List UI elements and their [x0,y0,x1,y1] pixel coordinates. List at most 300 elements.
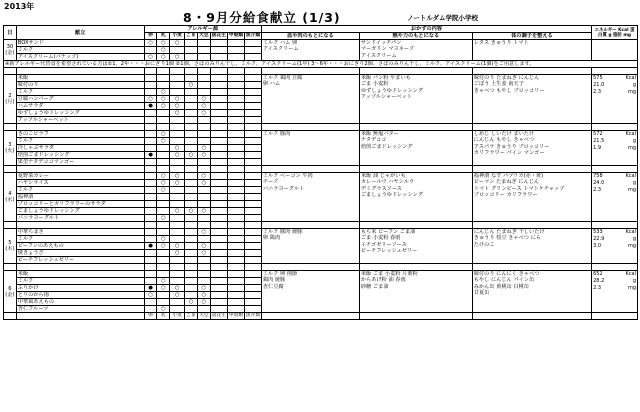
allergen-mark [227,187,244,194]
allergen-mark [144,229,157,236]
allergen-mark [244,180,261,187]
allergen-mark: ○ [170,243,185,250]
nutrition-kcal: 575 [593,75,603,81]
allergen-mark: ○ [185,82,198,89]
allergen-mark [227,306,244,313]
nutrition-kcal: 533 [593,229,603,235]
allergen-mark [244,82,261,89]
allergen-mark [244,40,261,47]
allergen-mark [227,75,244,82]
allergen-mark [244,96,261,103]
day-date: 2 [8,93,12,99]
allergen-mark [244,131,261,138]
allergen-mark: ○ [157,96,170,103]
allergen-mark [185,75,198,82]
allergen-mark [197,271,210,278]
allergen-mark [197,236,210,243]
allergen-mark [227,271,244,278]
note-row [4,61,638,68]
allergen-mark [244,229,261,236]
allergen-mark [244,173,261,180]
separator-cell [4,166,17,173]
allergen-mark [227,82,244,89]
allergen-mark [210,110,227,117]
allergen-mark: ○ [157,285,170,292]
allergen-mark: ○ [185,299,198,306]
allergen-mark [210,89,227,96]
allergen-mark [227,159,244,166]
allergen-mark [244,187,261,194]
allergen-mark [185,236,198,243]
menu-item: 焼きょうざ [16,250,144,257]
day-weekday: (金) [5,50,15,56]
allergen-mark [144,89,157,96]
separator-cell [244,124,261,131]
allergen-mark [144,257,157,264]
allergen-mark [185,292,198,299]
allergen-mark [185,250,198,257]
allergen-mark [244,292,261,299]
day-cell [4,40,17,61]
menu-item: きのこピラフ [16,131,144,138]
food-green: レタス きゅうり トマト [472,40,591,61]
day-weekday: (金) [5,291,15,298]
allergen-mark [170,257,185,264]
allergen-mark [170,89,185,96]
allergen-mark [170,299,185,306]
allergen-mark [157,299,170,306]
allergen-mark: ○ [185,152,198,159]
allergen-footer-6: 甲殻類 [228,313,244,318]
food-yellow: 米飯 無塩バター ナタデココ 焙煎ごまドレッシング [359,131,472,166]
allergen-footer-5: 落花生 [211,313,227,318]
nutrition-unit-kcal: Kcal [625,173,636,179]
allergen-mark [144,117,157,124]
separator-cell [592,166,638,173]
allergen-mark: ○ [197,103,210,110]
allergen-mark [210,243,227,250]
nutrition-cell [592,131,638,166]
table-row [4,75,638,82]
menu-item: ふりかけ [16,285,144,292]
allergen-mark [227,54,244,61]
nutrition-p: 22.9 [593,235,605,242]
day-cell [4,173,17,222]
allergen-footer-2: 小麦 [170,313,185,320]
food-green: にんじん たまねぎ 干しいたけ きゅうり 枝豆 きゃべつ にら たけのこ [472,229,591,264]
allergen-mark [210,236,227,243]
allergen-mark [185,117,198,124]
allergen-mark [197,278,210,285]
allergen-mark [210,299,227,306]
allergen-mark [244,138,261,145]
nutrition-unit-f: mg [627,144,636,151]
allergen-mark: ○ [170,152,185,159]
allergen-mark: ○ [197,180,210,187]
allergen-header-2: 小麦 [170,33,185,40]
allergen-mark [170,194,185,201]
allergen-mark: ○ [144,40,157,47]
allergen-mark [144,131,157,138]
header-red: 血や肉のもとになる [261,33,359,40]
nutrition-unit-kcal: Kcal [625,229,636,235]
separator-cell [227,222,244,229]
allergen-mark [197,201,210,208]
food-green: 味付のり たまねぎ にんじん ごぼう 土生姜 南天子 きゃべつ もやし ブロッコリー [472,75,591,124]
allergen-mark [210,82,227,89]
separator-cell [170,68,185,75]
allergen-mark [244,47,261,54]
allergen-mark: ○ [197,96,210,103]
allergen-mark [227,117,244,124]
allergen-mark [197,187,210,194]
allergen-mark [197,194,210,201]
allergen-mark [227,145,244,152]
allergen-mark [197,40,210,47]
table-row [4,229,638,236]
menu-item: 夏野菜カレー [16,173,144,180]
food-yellow: もち米 ビーフン ごま油 ごま 小麦粉 春雨 イチゴゼリーソース ピーチフレッシュゼリー [359,229,472,264]
allergen-mark: ○ [185,208,198,215]
allergen-mark [185,285,198,292]
allergen-mark [227,243,244,250]
allergen-header-1: 乳 [157,33,170,40]
allergen-mark [185,194,198,201]
separator-cell [592,264,638,271]
separator-cell [16,222,144,229]
menu-item: ミルク [16,138,144,145]
allergen-mark [144,201,157,208]
nutrition-unit-f: mg [627,88,636,95]
header-day: 日 [4,26,17,40]
allergen-mark [210,257,227,264]
allergen-mark [185,89,198,96]
allergen-mark [170,187,185,194]
allergen-mark [157,110,170,117]
allergen-mark [210,278,227,285]
day-cell [4,75,17,124]
allergen-mark: ● [144,103,157,110]
food-green: 味付のり にんにく きゃべつ もやし にんじん パイン缶 みかん缶 黄桃缶 白桃缶 甘夏缶 [472,271,591,313]
nutrition-unit-f: mg [627,186,636,193]
allergen-mark [170,236,185,243]
separator-row [4,166,638,173]
allergen-mark: ○ [197,152,210,159]
food-red: ミルク 鶏肉 豆腐 卵 ハム [261,75,359,124]
separator-cell [157,222,170,229]
allergen-mark [244,194,261,201]
nutrition-unit-p: g [632,179,636,186]
allergen-mark [170,131,185,138]
allergen-mark [185,159,198,166]
separator-cell [261,264,359,271]
nutrition-unit-kcal: Kcal [625,75,636,81]
allergen-mark [170,229,185,236]
nutrition-cell [592,40,638,61]
food-red: ミルク ハム 卵 アイスクリーム [261,40,359,61]
separator-cell [157,166,170,173]
allergen-mark [157,201,170,208]
separator-cell [210,68,227,75]
allergen-mark [210,292,227,299]
allergen-mark: ○ [157,180,170,187]
allergen-mark [210,229,227,236]
separator-cell [227,264,244,271]
allergen-mark [227,285,244,292]
separator-cell [16,264,144,271]
allergen-mark [197,54,210,61]
allergen-mark [244,236,261,243]
separator-cell [4,124,17,131]
separator-cell [359,166,472,173]
allergen-mark [244,278,261,285]
allergen-mark: ● [144,243,157,250]
separator-cell [359,124,472,131]
allergen-mark [227,299,244,306]
allergen-mark [227,103,244,110]
allergen-mark [227,194,244,201]
nutrition-p: 21.5 [593,137,605,144]
menu-item: ハムサラダ [16,103,144,110]
allergen-mark [144,145,157,152]
school-name: ノートルダム学院小学校 [407,14,479,22]
nutrition-kcal: 758 [593,173,603,179]
allergen-mark [157,159,170,166]
food-red: ミルク ベーコン 牛肉 チーズ バニラヨーグルト [261,173,359,222]
allergen-mark [170,306,185,313]
allergen-footer-1: 乳 [157,313,170,320]
separator-cell [170,124,185,131]
allergen-mark: ○ [157,278,170,285]
allergen-mark [185,96,198,103]
food-yellow: 米飯 パン粉 やまいも ごま 小麦粉 ゆずしょうゆドレッシング アップルシャーベット [359,75,472,124]
allergen-mark [185,278,198,285]
allergen-mark [227,208,244,215]
separator-cell [185,124,198,131]
allergen-mark [144,82,157,89]
separator-cell [197,264,210,271]
allergen-mark [244,110,261,117]
allergen-mark [144,215,157,222]
allergen-mark [227,215,244,222]
nutrition-unit-p: g [632,277,636,284]
day-cell [4,271,17,313]
separator-cell [244,166,261,173]
allergen-mark [185,306,198,313]
allergen-mark: ○ [157,306,170,313]
allergen-header-3: ごま [186,33,196,38]
header-energy: エネルギー Kcal 蛋白質 g 脂肪 mg [592,26,638,40]
menu-item: 杏仁フルーツ [16,306,144,313]
separator-cell [261,68,359,75]
separator-cell [197,222,210,229]
separator-cell [144,166,157,173]
allergen-mark [210,145,227,152]
nutrition-unit-f: mg [627,242,636,249]
allergen-mark: ○ [144,292,157,299]
allergen-mark [185,201,198,208]
menu-item: 米飯 [16,271,144,278]
food-yellow: サンドイッチパン マーガリン マヨネーズ アイスクリーム [359,40,472,61]
allergen-mark [227,292,244,299]
allergen-mark [244,243,261,250]
separator-row [4,124,638,131]
allergen-mark [144,159,157,166]
allergen-mark [244,306,261,313]
separator-cell [359,68,472,75]
menu-item: ピーチフレッシュゼリー [16,257,144,264]
allergen-mark [144,271,157,278]
allergen-mark [244,257,261,264]
allergen-header-7: 魚介類 [245,33,261,38]
allergen-mark: ● [144,285,157,292]
allergen-mark: ○ [170,180,185,187]
allergen-footer-0: 卵 [144,313,157,320]
nutrition-f: 2.3 [593,186,602,193]
day-weekday: (月) [5,99,15,105]
allergen-mark [244,75,261,82]
allergen-mark [144,250,157,257]
allergen-mark [197,306,210,313]
allergen-mark [227,201,244,208]
separator-cell [472,124,591,131]
nutrition-unit-f: mg [627,284,636,291]
food-red: ミルク 卵 削節 鶏肉 焼豚 杏仁豆腐 [261,271,359,313]
allergen-mark [144,278,157,285]
allergen-mark [244,201,261,208]
allergen-mark [210,271,227,278]
allergen-mark [197,75,210,82]
separator-cell [359,222,472,229]
header-menu: 献立 [16,26,144,40]
menu-item: 果型ナタデココマンゴー [16,159,144,166]
allergen-mark: ○ [157,103,170,110]
allergen-mark [210,117,227,124]
separator-cell [197,124,210,131]
menu-item: ミルク [16,236,144,243]
nutrition-p: 24.0 [593,179,605,186]
allergen-mark [227,131,244,138]
separator-cell [185,264,198,271]
allergen-mark [157,229,170,236]
allergen-mark: ● [144,152,157,159]
separator-cell [244,222,261,229]
allergen-mark [185,103,198,110]
food-yellow: 米飯 油 じゃがいも カレールウ ハヤシルウ デミグラスソース ごましょうゆドレッシング [359,173,472,222]
allergen-mark [170,138,185,145]
separator-row [4,222,638,229]
allergen-mark [185,229,198,236]
allergen-mark: ○ [157,131,170,138]
allergen-mark: ○ [170,173,185,180]
allergen-mark [244,89,261,96]
separator-cell [4,222,17,229]
allergen-mark [157,152,170,159]
allergen-mark [185,257,198,264]
allergen-mark [144,194,157,201]
allergen-mark [227,152,244,159]
table-row [4,40,638,47]
menu-item: 豆腐ハンバーグ [16,96,144,103]
separator-cell [197,166,210,173]
day-weekday: (木) [5,246,15,252]
allergen-mark [157,250,170,257]
table-row [4,131,638,138]
nutrition-p: 28.2 [593,277,605,284]
allergen-mark [185,215,198,222]
allergen-mark [210,250,227,257]
allergen-mark [185,131,198,138]
separator-cell [144,264,157,271]
allergen-mark: ○ [170,292,185,299]
table-row [4,173,638,180]
allergen-mark [170,271,185,278]
allergen-mark [227,278,244,285]
allergen-mark [144,187,157,194]
allergen-mark [144,173,157,180]
allergen-mark [227,229,244,236]
allergen-mark: ○ [170,285,185,292]
separator-cell [144,124,157,131]
nutrition-unit-p: g [632,81,636,88]
nutrition-kcal: 652 [593,271,603,277]
allergen-mark: ○ [157,215,170,222]
allergen-mark [244,145,261,152]
separator-cell [144,222,157,229]
allergen-mark: ○ [157,243,170,250]
allergen-mark [210,159,227,166]
allergen-mark [227,138,244,145]
nutrition-f: 2.3 [593,88,602,95]
separator-cell [244,264,261,271]
allergen-mark [244,271,261,278]
separator-row [4,68,638,75]
allergen-mark [197,82,210,89]
allergen-mark: ○ [197,250,210,257]
separator-cell [210,222,227,229]
menu-item: ミルク [16,187,144,194]
separator-cell [227,166,244,173]
allergen-mark [144,236,157,243]
allergen-mark: ○ [170,54,185,61]
allergen-mark: ○ [157,89,170,96]
allergen-footer-3: ごま [186,313,196,318]
allergen-mark [244,152,261,159]
nutrition-unit-p: g [632,235,636,242]
nutrition-cell [592,229,638,264]
allergen-mark [210,96,227,103]
separator-cell [261,124,359,131]
menu-item: ミルク [16,278,144,285]
allergen-mark: ○ [170,96,185,103]
allergen-mark [157,75,170,82]
allergen-mark: ○ [197,229,210,236]
nutrition-cell [592,75,638,124]
nutrition-f: 1.9 [593,144,602,151]
allergen-mark [227,89,244,96]
allergen-mark: ○ [197,173,210,180]
allergen-mark [210,187,227,194]
allergen-mark [185,187,198,194]
day-weekday: (火) [5,148,15,154]
allergen-mark [170,117,185,124]
food-yellow: 米飯 ごま 小麦粉 片栗粉 からあげ粉 油 春雨 砂糖 ごま油 [359,271,472,313]
separator-cell [157,124,170,131]
nutrition-cell [592,173,638,222]
menu-item: ミルク [16,89,144,96]
separator-cell [592,124,638,131]
allergen-mark [210,152,227,159]
